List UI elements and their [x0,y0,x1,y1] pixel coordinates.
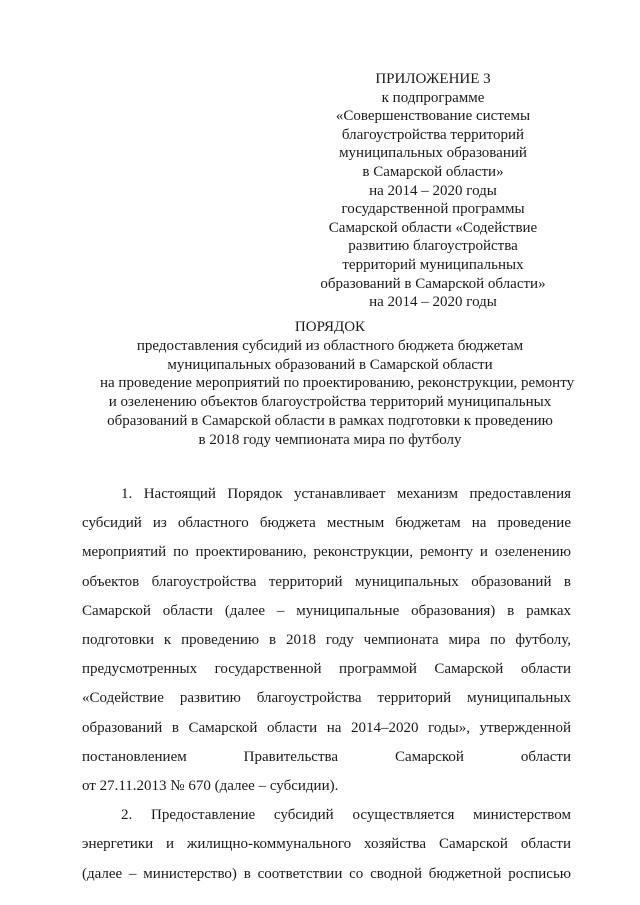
appendix-line: к подпрограмме [381,89,485,106]
appendix-title: ПРИЛОЖЕНИЕ 3 [375,71,491,87]
appendix-line: развитию благоустройства [348,238,518,255]
paragraph-line: мероприятий по проектированию, реконструкции, ремонту и озеленению [82,544,571,561]
appendix-block [318,70,548,312]
order-subtitle-line: предоставления субсидий из областного бюджета бюджетам [136,337,524,354]
paragraph-line: предусмотренных государственной программой Самарской области [82,661,571,678]
appendix-line: образований в Самарской области» [320,275,546,292]
appendix-line: на 2014 – 2020 годы [369,294,497,311]
paragraph-line: энергетики и жилищно-коммунального хозяйства Самарской области [82,836,571,853]
appendix-line: на 2014 – 2020 годы [369,182,497,199]
appendix-line: «Совершенствование системы [335,108,531,125]
order-subtitle-line: образований в Самарской области в рамках подготовки к проведению [107,412,553,429]
appendix-line: государственной программы [341,201,525,218]
paragraph-line: от 27.11.2013 № 670 (далее – субсидии). [82,778,339,795]
order-title-block [100,318,575,450]
paragraph-line: образований в Самарской области на 2014–2020 годы», утвержденной [82,719,571,736]
paragraph-line: подготовки к проведению в 2018 году чемпионата мира по футболу, [82,632,571,649]
paragraph-line: объектов благоустройства территорий муниципальных образований в [82,573,571,590]
order-subtitle-line: и озеленению объектов благоустройства территорий муниципальных [108,394,552,411]
paragraph-line: субсидий из областного бюджета местным бюджетам на проведение [82,515,571,532]
paragraph-line: 1. Настоящий Порядок устанавливает механизм предоставления [121,486,571,502]
paragraph-line: постановлением Правительства Самарской области [82,748,571,765]
appendix-line: муниципальных образований [339,145,527,162]
paragraph-line: (далее – министерство) в соответствии со сводной бюджетной росписью [82,865,571,882]
paragraph-line: «Содействие развитию благоустройства территорий муниципальных [82,690,571,707]
paragraph-2 [82,801,571,889]
order-subtitle-line: муниципальных образований в Самарской области [167,356,493,373]
appendix-line: благоустройства территорий [341,126,525,143]
paragraph-line: 2. Предоставление субсидий осуществляется министерством [121,807,571,824]
appendix-line: территорий муниципальных [342,256,524,273]
order-subtitle-line: на проведение мероприятий по проектированию, реконструкции, ремонту [100,375,575,392]
order-subtitle-line: в 2018 году чемпионата мира по футболу [198,431,462,448]
document-body [82,480,571,889]
appendix-line: Самарской области «Содействие [328,219,538,236]
paragraph-1 [82,480,571,801]
appendix-line: в Самарской области» [362,163,504,180]
order-heading: ПОРЯДОК [294,319,366,335]
paragraph-line: Самарской области (далее – муниципальные образования) в рамках [82,602,571,619]
